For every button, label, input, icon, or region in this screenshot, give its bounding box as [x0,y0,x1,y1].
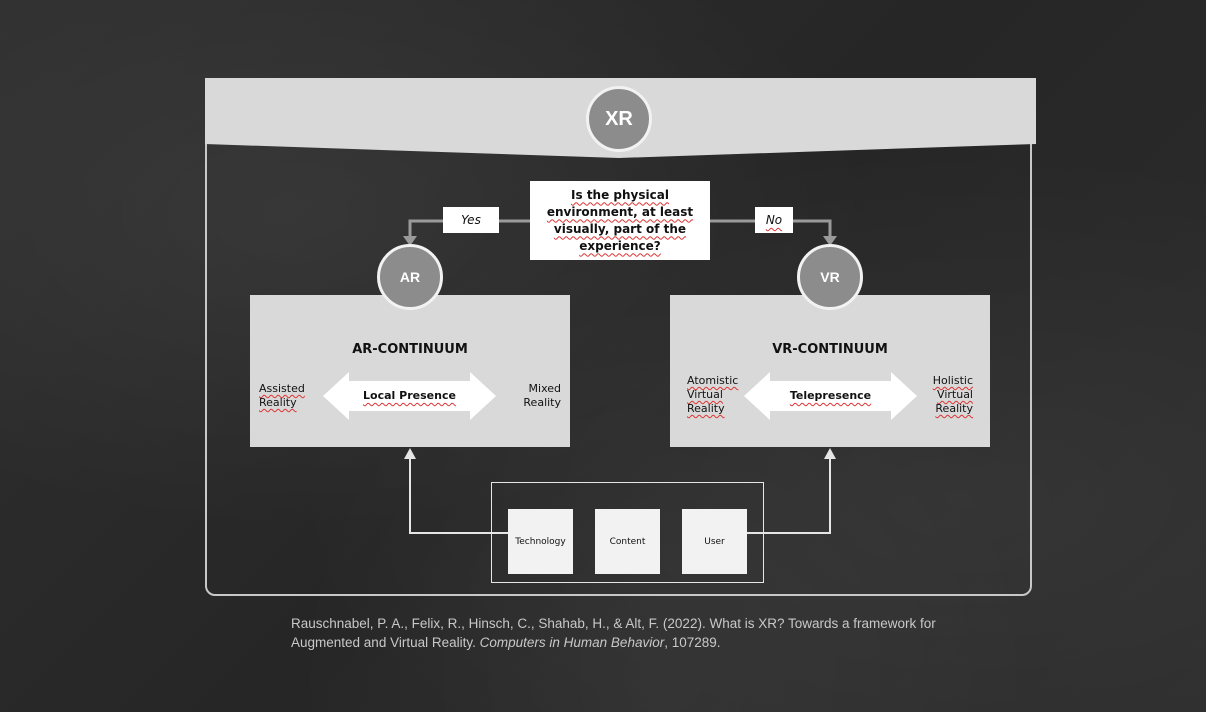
factor-content: Content [595,509,660,574]
citation-journal: Computers in Human Behavior [479,635,665,650]
ar-arrow-label: Local Presence [363,389,456,402]
vr-continuum-panel [670,295,990,447]
ar-left-end [259,382,305,410]
vr-left-end [687,374,738,416]
citation-authors: Rauschnabel, P. A., Felix, R., Hinsch, C., Shahab, H., & Alt, F. (2022). What is XR? Towards a framework for Augmented and Virtual Reality. [291,616,936,650]
vr-left-end-text: Atomistic Virtual Reality [687,374,739,415]
citation-tail: , 107289. [664,635,721,650]
factor-user: User [682,509,747,574]
xr-badge: XR [586,86,652,152]
ar-right-end: Mixed Reality [523,382,561,409]
vr-badge: VR [797,244,863,310]
vr-arrow-label: Telepresence [789,389,872,402]
citation [291,614,991,652]
factor-technology: Technology [508,509,573,574]
ar-continuum-title: AR-CONTINUUM [352,342,468,357]
vr-right-end-text: Holistic Virtual Reality [932,374,973,415]
no-label [755,207,793,233]
ar-left-end-text: Assisted Reality [259,382,305,409]
yes-label [443,207,499,233]
ar-badge: AR [377,244,443,310]
yes-text: Yes [461,213,481,227]
ar-continuum-panel [250,295,570,447]
question-box: Is the physical environment, at least visually, part of the experience? [530,181,710,260]
no-text: No [765,213,783,227]
vr-continuum-title: VR-CONTINUUM [772,342,888,357]
vr-right-end [912,374,973,416]
